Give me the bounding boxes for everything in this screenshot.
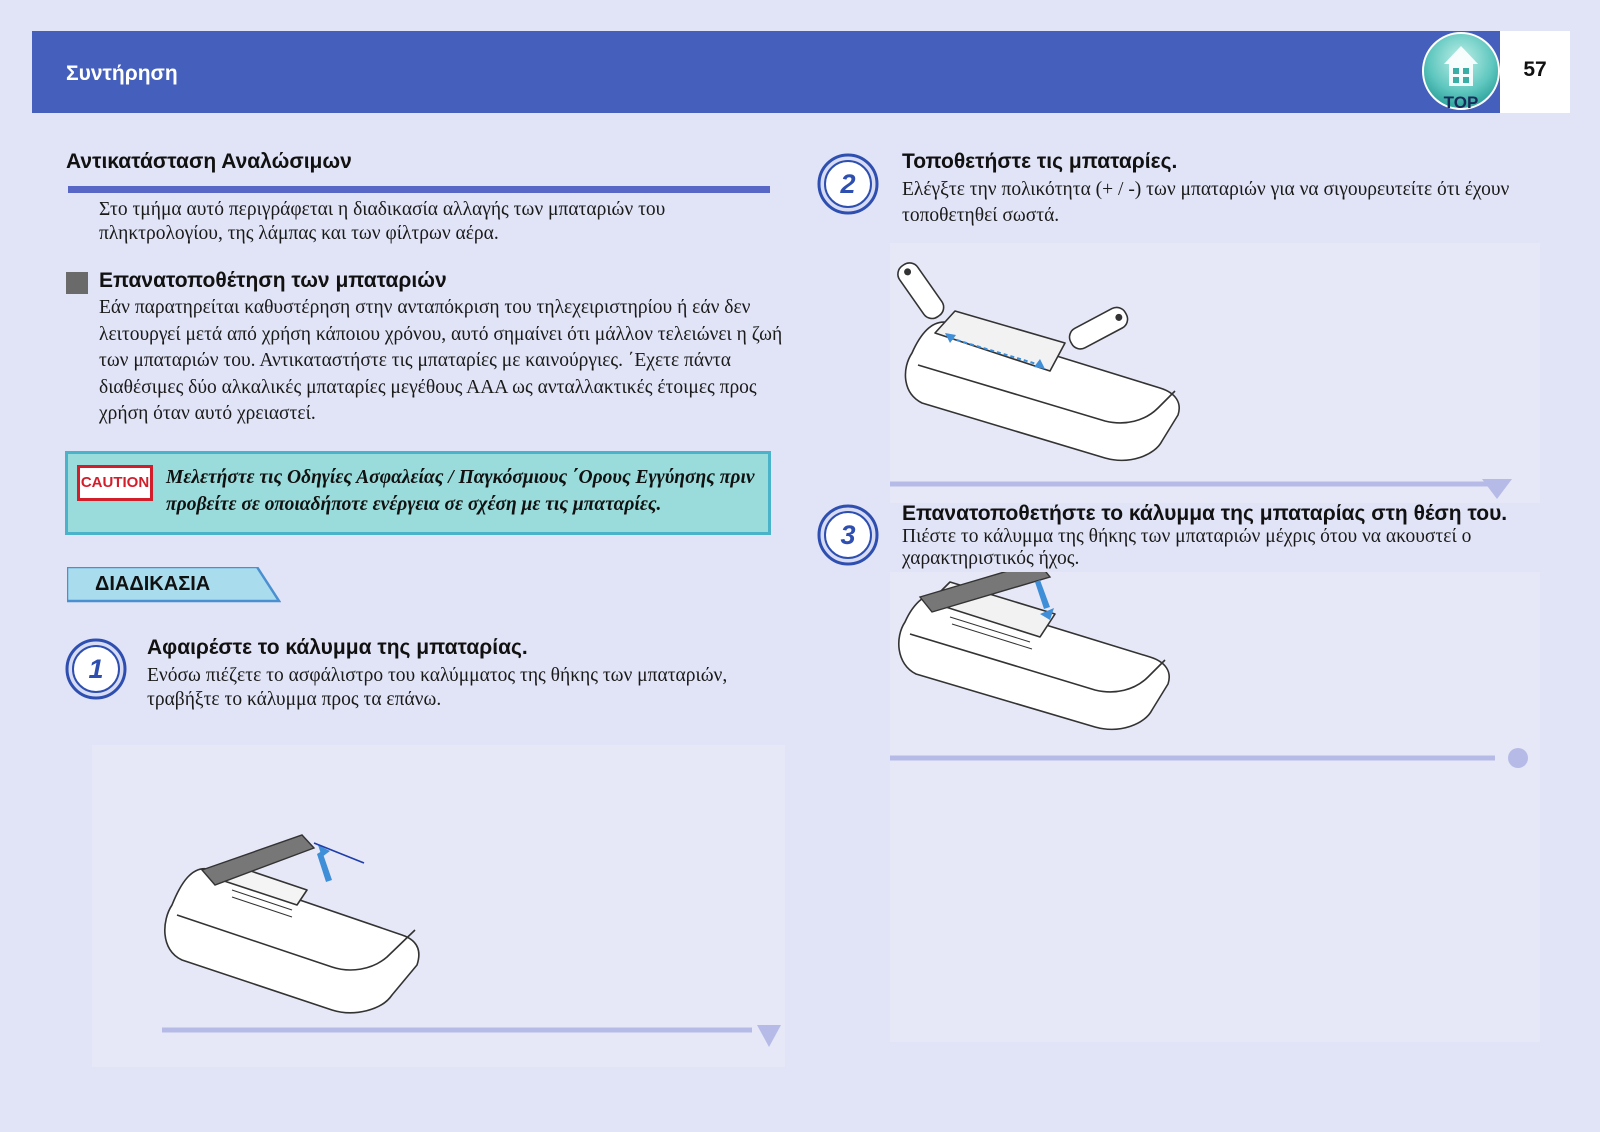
page-number-box (1500, 31, 1570, 113)
step-1-circle (65, 638, 127, 700)
step-1-illustration-panel (92, 745, 785, 1067)
page-number: 57 (1523, 58, 1547, 81)
top-button[interactable] (1420, 30, 1502, 112)
caution-box (65, 451, 771, 535)
remote-cover-removal-illustration (92, 745, 785, 1067)
caution-text: Μελετήστε τις Οδηγίες Ασφαλείας / Παγκόσμιους ΄Ορους Εγγύησης πριν προβείτε σε οποιαδήποτε ενέργεια σε σχέση με τις μπαταρίες. (166, 467, 755, 515)
step-2-body: Ελέγξτε την πολικότητα (+ / -) των μπαταριών για να σιγουρευτείτε ότι έχουν τοποθετηθεί σωστά. (902, 179, 1510, 226)
remote-battery-insertion-illustration (890, 243, 1540, 503)
top-home-icon (1420, 30, 1502, 112)
procedure-label: ΔΙΑΔΙΚΑΣΙΑ (95, 573, 211, 595)
step-2-title: Τοποθετήστε τις μπαταρίες. (902, 150, 1178, 173)
step-3-circle (817, 504, 879, 566)
top-label: TOP (1443, 93, 1479, 112)
step-2-number: 2 (840, 169, 856, 199)
step-3-body: Πιέστε το κάλυμμα της θήκης των μπαταριών μέχρις ότου να ακουστεί ο χαρακτηριστικός ήχος. (902, 526, 1472, 569)
step-1-number: 1 (88, 654, 104, 684)
intro-text: Στο τμήμα αυτό περιγράφεται η διαδικασία αλλαγής των μπαταριών του πληκτρολογίου, της λάμπας και των φίλτρων αέρα. (99, 199, 666, 244)
remote-cover-replace-illustration (890, 572, 1540, 772)
step-2-illustration-panel (890, 243, 1540, 503)
caution-badge: CAUTION (77, 465, 153, 501)
section-title-batteries: Επανατοποθέτηση των μπαταριών (99, 269, 447, 292)
step-3-illustration-panel (890, 572, 1540, 1042)
step-1-body: Ενόσω πιέζετε το ασφάλιστρο του καλύμματος της θήκης των μπαταριών, τραβήξτε το κάλυμμα προς τα επάνω. (147, 665, 728, 710)
step-1-title: Αφαιρέστε το κάλυμμα της μπαταρίας. (147, 636, 528, 659)
main-heading: Αντικατάσταση Αναλώσιμων (66, 150, 352, 173)
heading-rule (68, 186, 770, 193)
section-title: Συντήρηση (66, 62, 178, 85)
square-bullet-icon (66, 272, 88, 294)
step-3-title: Επανατοποθετήστε το κάλυμμα της μπαταρίας στη θέση του. (902, 502, 1508, 525)
step-2-circle (817, 153, 879, 215)
step-3-number: 3 (840, 520, 856, 550)
header-bar (32, 31, 1500, 113)
section-body: Εάν παρατηρείται καθυστέρηση στην ανταπόκριση του τηλεχειριστηρίου ή εάν δεν λειτουργεί μετά από χρήση κάποιου χρόνου, αυτό σημαίνει ότι μάλλον τελειώνει η ζωή των μπαταριών του. Αντικαταστήστε τις μπαταρίες με καινούργιες. ΄Εχετε πάντα διαθέσιμες δύο αλκαλικές μπαταρίες μεγέθους ΑΑΑ ως ανταλλακτικές έτοιμες προς χρήση όταν αυτό χρειαστεί. (99, 297, 783, 424)
